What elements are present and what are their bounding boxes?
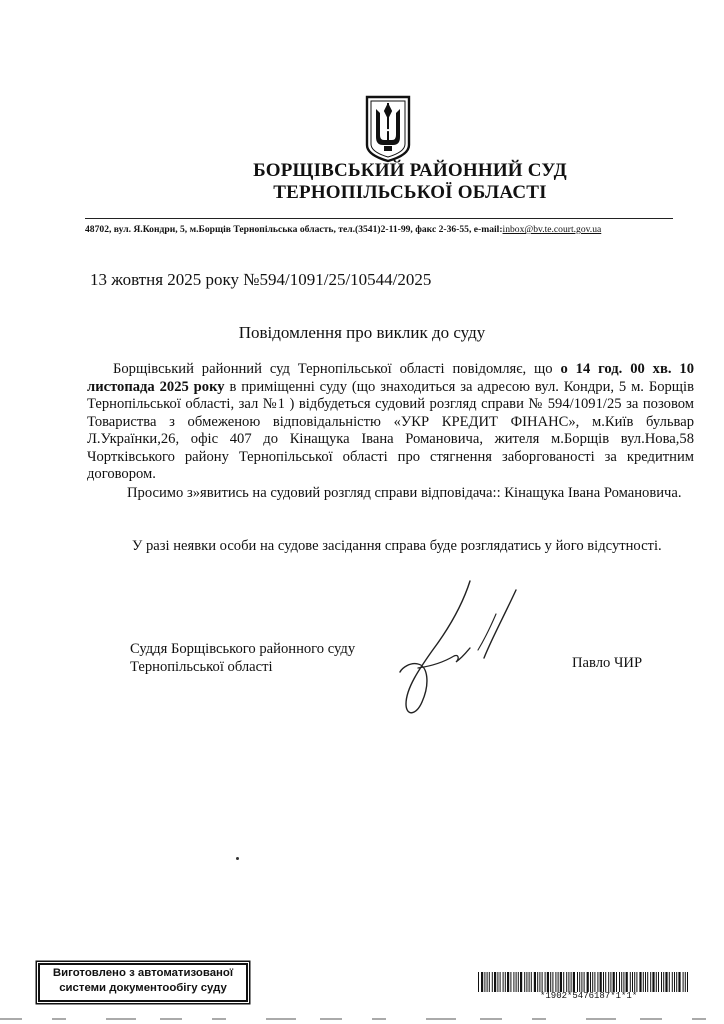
barcode-bar (526, 972, 527, 992)
date-and-reference-number: 13 жовтня 2025 року №594/1091/25/10544/2025 (90, 270, 432, 289)
barcode-bar (489, 972, 490, 992)
barcode-bar (547, 972, 549, 992)
handwritten-signature (392, 576, 522, 721)
barcode-bar (552, 972, 553, 992)
barcode-bar (663, 972, 664, 992)
barcode-bar (568, 972, 569, 992)
barcode-bar (650, 972, 651, 992)
barcode-bar (587, 972, 589, 992)
barcode-bar (632, 972, 633, 992)
barcode-bar (555, 972, 556, 992)
barcode-bar (481, 972, 483, 992)
barcode-bar (678, 972, 680, 992)
barcode-bar (524, 972, 525, 992)
barcode-bar (639, 972, 641, 992)
barcode-bar (563, 972, 564, 992)
barcode-bar (661, 972, 662, 992)
barcode-bar (534, 972, 536, 992)
barcode-bar (634, 972, 635, 992)
barcode-bar (484, 972, 485, 992)
stamp-line2: системи документообігу суду (59, 982, 227, 994)
document-barcode (478, 972, 690, 992)
barcode-bar (500, 972, 501, 992)
barcode-bar (616, 972, 617, 992)
barcode-bar (630, 972, 631, 992)
barcode-bar (645, 972, 646, 992)
court-name (120, 160, 700, 204)
email-link[interactable]: inbox@bv.te.court.gov.ua (502, 224, 602, 235)
barcode-bar (665, 972, 667, 992)
barcode-bar (550, 972, 551, 992)
notice-title: Повідомлення про виклик до суду (238, 323, 486, 342)
barcode-bar (636, 972, 637, 992)
barcode-bar (594, 972, 595, 992)
barcode-bar (597, 972, 598, 992)
barcode-bar (603, 972, 604, 992)
judge-position-line2: Тернопільської області (130, 659, 273, 675)
address-text: 48702, вул. Я.Кондри, 5, м.Борщів Тернопільська область, тел.(3541)2-11-99, факс 2-36-55, e-mail: (85, 224, 503, 235)
barcode-bar (608, 972, 609, 992)
barcode-bar (545, 972, 546, 992)
barcode-bar (507, 972, 509, 992)
barcode-bar (520, 972, 522, 992)
judge-name: Павло ЧИР (572, 655, 643, 671)
barcode-bar (505, 972, 506, 992)
barcode-bar (487, 972, 488, 992)
scan-speck (236, 857, 239, 860)
barcode-bar (503, 972, 504, 992)
barcode-bar (577, 972, 578, 992)
barcode-bar (531, 972, 532, 992)
barcode-bar (672, 972, 673, 992)
body-rest: в приміщенні суду (що знаходиться за адресою вул. Кондри, 5 м. Борщів Тернопільської області, зал №1 ) відбудеться судовий розгляд справи № 594/1091/25 за позовом Товариства з обмеженою відповідальністю «УКР КРЕДИТ ФІНАНС», м.Київ бульвар Л.Українки,26, офіс 407 до Кінащука Івана Романовича, жителя м.Борщів вул.Нова,58 Чортківського району Тернопільської області про стягнення заборгованості за кредитним договором. (87, 378, 694, 482)
barcode-bar (494, 972, 496, 992)
barcode-bar (656, 972, 657, 992)
barcode-bar (492, 972, 493, 992)
barcode-bar (560, 972, 562, 992)
barcode-bar (626, 972, 628, 992)
barcode-bar (516, 972, 517, 992)
barcode-bar (652, 972, 654, 992)
notice-body-paragraph (87, 361, 694, 484)
barcode-bar (542, 972, 543, 992)
judge-position-line1: Суддя Борщівського районного суду (130, 641, 356, 657)
barcode-bar (669, 972, 670, 992)
barcode-bar (623, 972, 624, 992)
barcode-bar (590, 972, 591, 992)
stamp-line1: Виготовлено з автоматизованої (52, 967, 234, 979)
barcode-bar (647, 972, 648, 992)
barcode-bar (685, 972, 686, 992)
barcode-bar (558, 972, 559, 992)
court-name-line2: ТЕРНОПІЛЬСЬКОЇ ОБЛАСТІ (273, 182, 547, 203)
barcode-bar (584, 972, 585, 992)
barcode-bar (613, 972, 615, 992)
barcode-bar (497, 972, 498, 992)
barcode-number: *1902*5476187*1*1* (540, 991, 638, 1001)
court-name-line1: БОРЩІВСЬКИЙ РАЙОННИЙ СУД (253, 160, 567, 181)
barcode-bar (683, 972, 684, 992)
automated-system-stamp (38, 963, 248, 1002)
absence-note: У разі неявки особи на судове засідання справа буде розглядатись у його відсутності. (132, 538, 662, 554)
barcode-bar (676, 972, 677, 992)
appearance-request: Просимо з»явитись на судовий розгляд справи відповідача:: Кінащука Івана Романовича. (127, 485, 682, 501)
barcode-bar (513, 972, 514, 992)
barcode-bar (518, 972, 519, 992)
barcode-bar (537, 972, 538, 992)
scan-edge-marks (0, 1017, 724, 1021)
barcode-bar (529, 972, 530, 992)
barcode-bar (571, 972, 572, 992)
barcode-bar (592, 972, 593, 992)
barcode-bar (566, 972, 567, 992)
barcode-bar (619, 972, 620, 992)
coat-of-arms-emblem (363, 95, 413, 163)
barcode-bar (573, 972, 575, 992)
barcode-bar (658, 972, 659, 992)
barcode-bar (510, 972, 511, 992)
court-address (85, 224, 685, 235)
barcode-bar (643, 972, 644, 992)
barcode-bar (478, 972, 479, 992)
barcode-bar (687, 972, 688, 992)
hearing-datetime: о 14 год. 00 хв. 10 листопада 2025 року (87, 361, 694, 395)
judge-position (130, 640, 355, 676)
barcode-bar (600, 972, 602, 992)
barcode-bar (581, 972, 582, 992)
barcode-bar (610, 972, 611, 992)
barcode-bar (605, 972, 606, 992)
header-divider (85, 218, 673, 219)
barcode-bar (674, 972, 675, 992)
barcode-bar (621, 972, 622, 992)
barcode-bar (539, 972, 540, 992)
body-intro: Борщівський районний суд Тернопільської області повідомляє, що (113, 361, 553, 377)
barcode-bar (579, 972, 580, 992)
